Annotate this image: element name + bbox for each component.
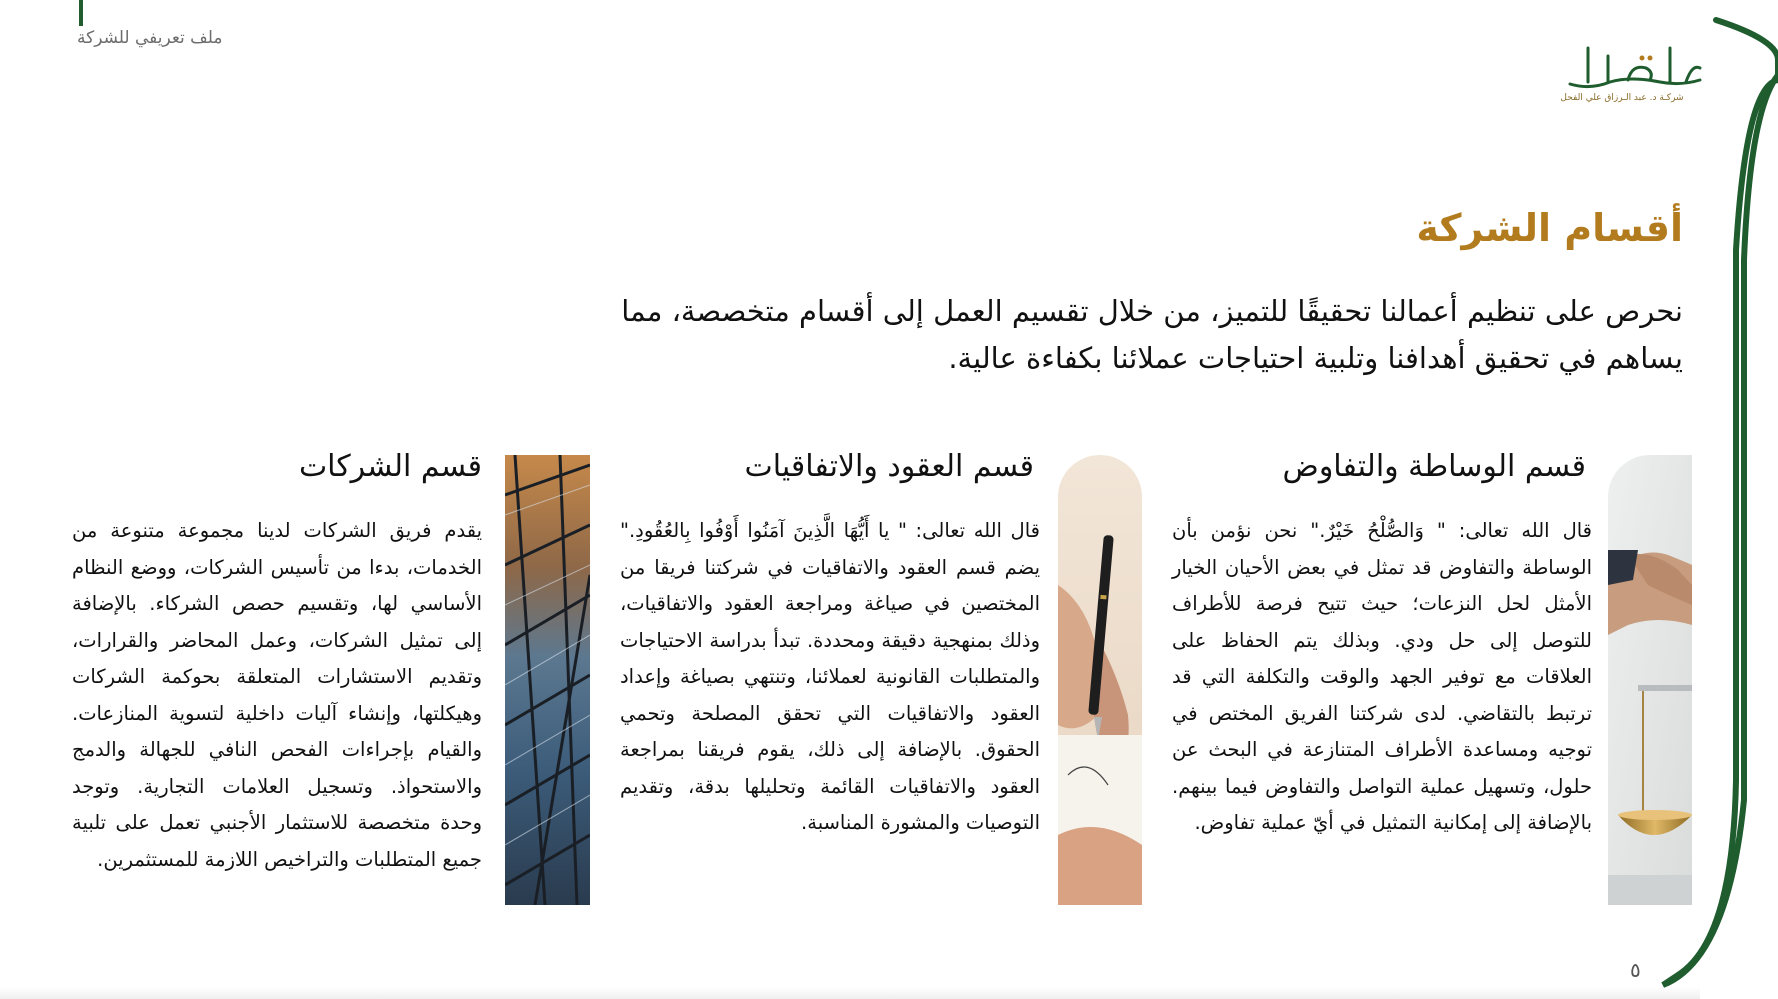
department-title-companies: قسم الشركات bbox=[298, 449, 482, 484]
department-title-contracts: قسم العقود والاتفاقيات bbox=[744, 449, 1034, 484]
top-accent-line bbox=[79, 0, 83, 26]
department-title-mediation: قسم الوساطة والتفاوض bbox=[1282, 449, 1586, 484]
document-label: ملف تعريفي للشركة bbox=[77, 28, 223, 48]
intro-paragraph: نحرص على تنظيم أعمالنا تحقيقًا للتميز، من خلال تقسيم العمل إلى أقسام متخصصة، مما يساهم في تحقيق أهدافنا وتلبية احتياجات عملائنا بكفاءة عالية. bbox=[621, 294, 1683, 375]
glass-building-photo bbox=[505, 455, 590, 905]
page-number: ٥ bbox=[1630, 958, 1641, 982]
logo-caption: شركـة د. عبد الـرزاق علي الفحل bbox=[1560, 93, 1684, 103]
department-body-contracts: قال الله تعالى: " يا أَيُّهَا الَّذِينَ آمَنُوا أَوْفُوا بِالعُقُودِ." يضم قسم العقود والاتفاقيات في شركتنا فريقا من المختصين في صياغة ومراجعة العقود والاتفاقيات، وذلك بمنهجية دقيقة ومحددة. تبدأ بدراسة الاحتياجات والمتطلبات القانونية لعملائنا، وتنتهي بصياغة وإعداد العقود والاتفاقيات التي تحقق المصلحة وتحمي الحقوق. بالإضافة إلى ذلك، يقوم فريقنا بمراجعة العقود والاتفاقيات القائمة وتحليلها بدقة، وتقديم التوصيات والمشورة المناسبة. bbox=[620, 519, 1040, 834]
handshake-photo bbox=[1608, 455, 1692, 905]
bottom-shadow bbox=[0, 987, 1700, 999]
department-body-companies: يقدم فريق الشركات لدينا مجموعة متنوعة من الخدمات، بدءا من تأسيس الشركات، ووضع النظام الأساسي لها، وتقسيم حصص الشركاء. بالإضافة إلى تمثيل الشركات، وعمل المحاضر والقرارات، وتقديم الاستشارات المتعلقة بحوكمة الشركات وهيكلتها، وإنشاء آليات داخلية لتسوية المنازعات. والقيام بإجراءات الفحص النافي للجهالة والدمج والاستحواذ. وتسجيل العلامات التجارية. وتوجد وحدة متخصصة للاستثمار الأجنبي تعمل على تلبية جميع المتطلبات والتراخيص اللازمة للمستثمرين. bbox=[72, 519, 482, 871]
department-body-mediation: قال الله تعالى: " وَالصُّلْحُ خَيْرٌ." نحن نؤمن بأن الوساطة والتفاوض قد تمثل في بعض الأحيان الخيار الأمثل لحل النزعات؛ حيث تتيح فرصة للأطراف للتوصل إلى حل ودي. وبذلك يتم الحفاظ على العلاقات مع توفير الجهد والوقت والتكلفة التي قد ترتبط بالتقاضي. لدى شركتنا الفريق المختص في توجيه ومساعدة الأطراف المتنازعة في البحث عن حلول، وتسهيل عملية التواصل والتفاوض فيما بينهم. بالإضافة إلى إمكانية التمثيل في أيّ عملية تفاوض. bbox=[1172, 519, 1592, 834]
pen-signing-photo bbox=[1058, 455, 1142, 905]
page-title: أقسام الشركة bbox=[1416, 206, 1683, 250]
